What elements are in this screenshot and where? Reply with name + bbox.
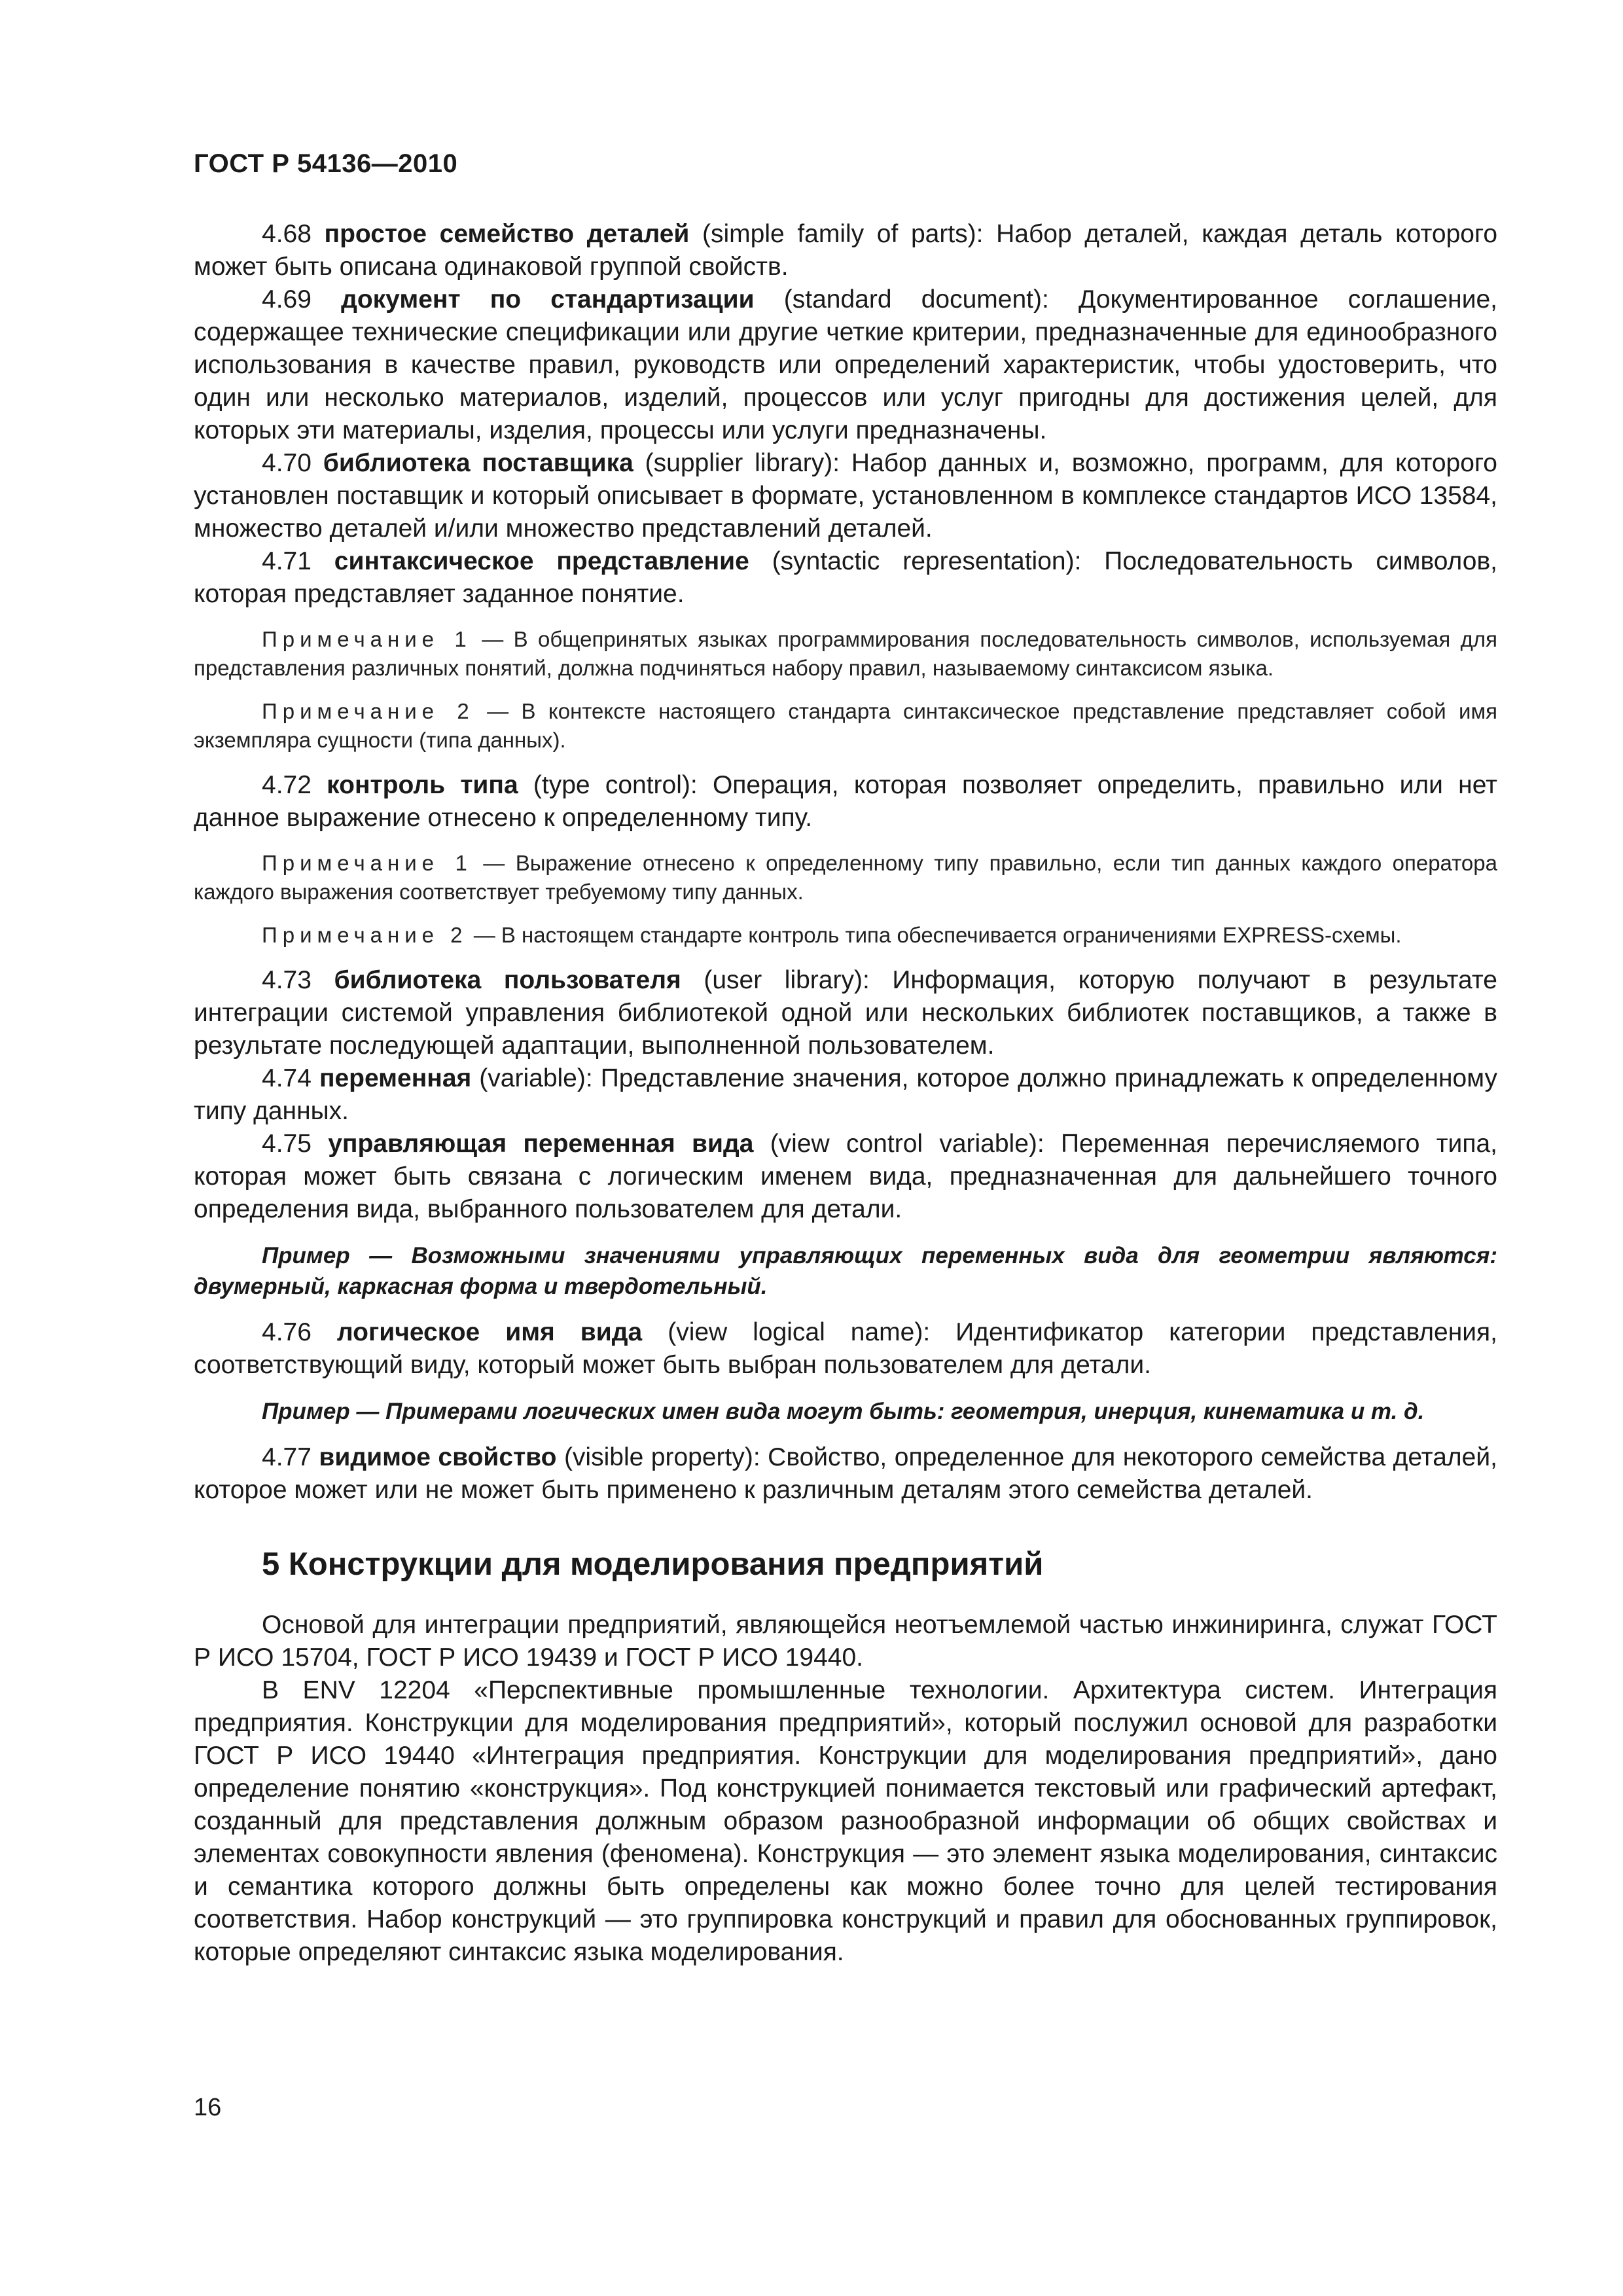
term-number: 4.73 xyxy=(262,966,312,994)
term-number: 4.68 xyxy=(262,220,312,248)
term-definition: (supplier library): Набор данных и, возможно, программ, для которого установлен поставщик и который описывает в формате, установленном в комплексе стандартов ИСО 13584, множество деталей и/или множество представлений деталей. xyxy=(194,449,1497,543)
note-4-72-2 xyxy=(194,921,1497,950)
term-title: контроль типа xyxy=(327,771,518,799)
term-definition: (standard document): Документированное соглашение, содержащее технические спецификации или другие четкие критерии, предназначенные для единообразного использования в качестве правил, руководств или определений характеристик, чтобы удостоверить, что один или несколько материалов, изделий, процессов или услуг пригодны для достижения целей, для которых эти материалы, изделия, процессы или услуги предназначены. xyxy=(194,285,1498,444)
term-definition: (variable): Представление значения, которое должно принадлежать к определенному типу данных. xyxy=(194,1064,1497,1125)
note-text: — В общепринятых языках программирования последовательность символов, используемая для представления различных понятий, должна подчиняться набору правил, называемому синтаксисом языка. xyxy=(194,627,1497,680)
term-title: логическое имя вида xyxy=(336,1318,643,1346)
note-text: — В настоящем стандарте контроль типа обеспечивается ограничениями EXPRESS-схемы. xyxy=(467,923,1402,947)
term-definition: (view logical name): Идентификатор категории представления, соответствующий виду, который может быть выбран пользователем для детали. xyxy=(194,1318,1497,1379)
term-number: 4.75 xyxy=(262,1130,312,1158)
section-5-paragraph-1: Основой для интеграции предприятий, являющейся неотъемлемой частью инжиниринга, служат ГОСТ Р ИСО 15704, ГОСТ Р ИСО 19439 и ГОСТ Р ИСО 19440. xyxy=(194,1611,1497,1672)
example-4-75: Пример — Возможными значениями управляющих переменных вида для геометрии являются: двумерный, каркасная форма и твердотельный. xyxy=(194,1243,1497,1299)
example-4-76: Пример — Примерами логических имен вида могут быть: геометрия, инерция, кинематика и т. д. xyxy=(262,1399,1425,1424)
term-title: управляющая переменная вида xyxy=(328,1130,754,1158)
term-title: библиотека пользователя xyxy=(334,966,681,994)
note-4-72-1 xyxy=(194,849,1497,906)
term-4-77 xyxy=(194,1441,1497,1507)
term-4-75 xyxy=(194,1128,1497,1226)
term-number: 4.69 xyxy=(262,285,312,314)
page-number: 16 xyxy=(194,2094,222,2121)
term-number: 4.76 xyxy=(262,1318,312,1346)
section-5-heading: 5 Конструкции для моделирования предприятий xyxy=(262,1547,1044,1582)
note-label: Примечание 1 xyxy=(262,851,473,875)
term-definition: (visible property): Свойство, определенное для некоторого семейства деталей, которое может или не может быть применено к различным деталям этого семейства деталей. xyxy=(194,1443,1497,1504)
term-4-71 xyxy=(194,545,1497,611)
term-definition: (syntactic representation): Последовательность символов, которая представляет заданное понятие. xyxy=(194,547,1497,608)
note-4-71-1 xyxy=(194,625,1497,683)
term-definition: (type control): Операция, которая позволяет определить, правильно или нет данное выражение отнесено к определенному типу. xyxy=(194,771,1497,832)
note-label: Примечание 2 xyxy=(262,923,468,947)
page-header: ГОСТ Р 54136—2010 xyxy=(194,149,458,178)
term-4-72 xyxy=(194,769,1497,834)
term-4-68 xyxy=(194,218,1497,283)
term-4-70 xyxy=(194,447,1497,545)
term-4-69 xyxy=(194,283,1497,447)
term-title: документ по стандартизации xyxy=(341,285,755,314)
term-title: синтаксическое представление xyxy=(334,547,749,575)
term-definition: (view control variable): Переменная перечисляемого типа, которая может быть связана с логическим именем вида, предназначенная для дальнейшего точного определения вида, выбранного пользователем для детали. xyxy=(194,1130,1497,1223)
term-title: переменная xyxy=(319,1064,472,1092)
note-text: — Выражение отнесено к определенному типу правильно, если тип данных каждого оператора каждого выражения соответствует требуемому типу данных. xyxy=(194,851,1497,904)
term-title: видимое свойство xyxy=(319,1443,557,1471)
section-5-paragraph-2: В ENV 12204 «Перспективные промышленные технологии. Архитектура систем. Интеграция предприятия. Конструкции для моделирования предприятий», который послужил основой для разработки ГОСТ Р ИСО 19440 «Интеграция предприятия. Конструкции для моделирования предприятий», дано определение понятию «конструкция». Под конструкцией понимается текстовый или графический артефакт, созданный для представления должным образом разнообразной информации об общих свойствах и элементах совокупности явления (феномена). Конструкция — это элемент языка моделирования, синтаксис и семантика которого должны быть определены как можно более точно для целей тестирования соответствия. Набор конструкций — это группировка конструкций и правил для обоснованных группировок, которые определяют синтаксис языка моделирования. xyxy=(194,1676,1497,1966)
term-definition: (user library): Информация, которую получают в результате интеграции системой управления библиотекой одной или нескольких библиотек поставщиков, а также в результате последующей адаптации, выполненной пользователем. xyxy=(194,966,1497,1060)
note-label: Примечание 1 xyxy=(262,627,472,651)
term-title: библиотека поставщика xyxy=(323,449,633,477)
term-number: 4.77 xyxy=(262,1443,312,1471)
term-definition: (simple family of parts): Набор деталей, каждая деталь которого может быть описана одинаковой группой свойств. xyxy=(194,220,1498,281)
note-label: Примечание 2 xyxy=(262,699,474,723)
term-number: 4.71 xyxy=(262,547,312,575)
note-4-71-2 xyxy=(194,697,1497,755)
term-4-73 xyxy=(194,964,1497,1062)
term-number: 4.70 xyxy=(262,449,312,477)
term-4-76 xyxy=(194,1316,1497,1382)
page-content xyxy=(194,218,1497,1969)
term-number: 4.72 xyxy=(262,771,312,799)
note-text: — В контексте настоящего стандарта синтаксическое представление представляет собой имя экземпляра сущности (типа данных). xyxy=(194,699,1497,752)
term-number: 4.74 xyxy=(262,1064,312,1092)
term-4-74 xyxy=(194,1062,1497,1128)
term-title: простое семейство деталей xyxy=(324,220,690,248)
